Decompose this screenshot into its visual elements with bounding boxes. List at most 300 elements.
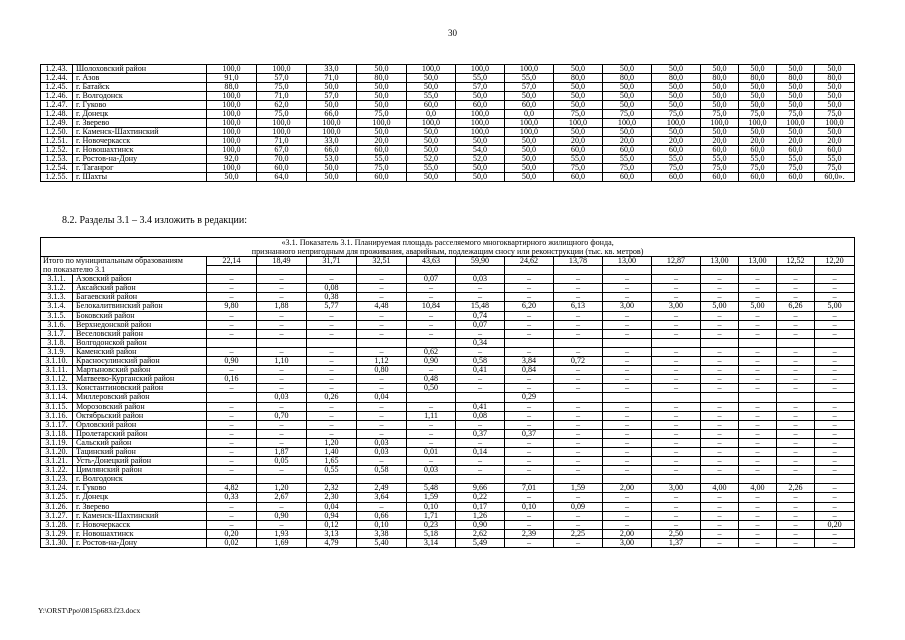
value-cell [739, 475, 777, 484]
value-cell: – [554, 411, 603, 420]
value-cell: 0,03 [257, 393, 307, 402]
value-cell: 75,0 [357, 164, 407, 173]
municipality-name: Орловский район [73, 420, 207, 429]
row-number: 3.1.25. [41, 493, 73, 502]
table-row [41, 438, 855, 447]
value-cell: 50,0 [739, 101, 777, 110]
value-cell [257, 338, 307, 347]
value-cell: – [652, 357, 701, 366]
table-row [41, 128, 855, 137]
value-cell: – [652, 275, 701, 284]
value-cell: 2,26 [777, 484, 815, 493]
municipality-name: г. Волгодонск [73, 475, 207, 484]
value-cell: 100,0 [357, 119, 407, 128]
value-cell: – [603, 347, 652, 356]
value-cell: – [652, 457, 701, 466]
value-cell: – [815, 484, 855, 493]
value-cell: – [505, 275, 554, 284]
table-row [41, 65, 855, 74]
value-cell: – [207, 311, 257, 320]
value-cell: 1,71 [407, 511, 456, 520]
value-cell: – [777, 320, 815, 329]
value-cell: 100,0 [207, 119, 257, 128]
value-cell: 1,87 [257, 447, 307, 456]
table-row [41, 493, 855, 502]
value-cell: 0,05 [257, 457, 307, 466]
table-row [41, 92, 855, 101]
table-row [41, 338, 855, 347]
value-cell [652, 338, 701, 347]
value-cell [603, 475, 652, 484]
value-cell: – [603, 366, 652, 375]
row-number: 3.1.1. [41, 275, 73, 284]
value-cell: 50,0 [701, 128, 739, 137]
value-cell: – [257, 520, 307, 529]
municipality-name: Веселовский район [73, 329, 207, 338]
value-cell: 100,0 [307, 119, 357, 128]
municipality-name: г. Азов [73, 74, 207, 83]
value-cell: 50,0 [603, 83, 652, 92]
value-cell: 50,0 [554, 83, 603, 92]
row-number: 1.2.54. [41, 164, 73, 173]
value-cell: – [652, 411, 701, 420]
value-cell: 50,0 [307, 173, 357, 182]
value-cell: – [307, 366, 357, 375]
value-cell: 60,0 [505, 101, 554, 110]
table-row [41, 83, 855, 92]
value-cell [554, 338, 603, 347]
value-cell: – [652, 511, 701, 520]
value-cell: 20,0 [357, 137, 407, 146]
value-cell: 100,0 [603, 119, 652, 128]
value-cell: – [505, 293, 554, 302]
value-cell: 0,16 [207, 375, 257, 384]
value-cell: – [815, 493, 855, 502]
value-cell: – [652, 402, 701, 411]
value-cell: 50,0 [652, 101, 701, 110]
value-cell: 3,00 [603, 538, 652, 547]
total-value: 31,71 [307, 257, 357, 266]
row-number: 1.2.46. [41, 92, 73, 101]
value-cell: 3,00 [652, 302, 701, 311]
value-cell: – [505, 538, 554, 547]
value-cell: 71,0 [257, 137, 307, 146]
value-cell: – [739, 284, 777, 293]
value-cell [739, 338, 777, 347]
value-cell: 50,0 [777, 128, 815, 137]
value-cell: – [652, 320, 701, 329]
row-number: 3.1.15. [41, 402, 73, 411]
municipality-name: Шолоховский район [73, 65, 207, 74]
value-cell: 100,0 [456, 110, 505, 119]
value-cell: 100,0 [207, 137, 257, 146]
value-cell: – [257, 420, 307, 429]
value-cell: – [505, 384, 554, 393]
value-cell: – [815, 275, 855, 284]
value-cell: – [307, 420, 357, 429]
value-cell: – [815, 347, 855, 356]
value-cell: 0,22 [456, 493, 505, 502]
value-cell: – [207, 284, 257, 293]
value-cell: 80,0 [603, 74, 652, 83]
value-cell: – [207, 275, 257, 284]
value-cell: – [407, 457, 456, 466]
value-cell: – [456, 438, 505, 447]
value-cell: – [554, 457, 603, 466]
value-cell: 0,14 [456, 447, 505, 456]
value-cell [777, 475, 815, 484]
municipality-name: Багаевский район [73, 293, 207, 302]
value-cell: – [777, 384, 815, 393]
value-cell: 60,0 [652, 173, 701, 182]
value-cell: – [257, 402, 307, 411]
value-cell: – [777, 311, 815, 320]
value-cell: – [554, 275, 603, 284]
value-cell: 20,0 [777, 137, 815, 146]
value-cell: 0,02 [207, 538, 257, 547]
section-heading: 8.2. Разделы 3.1 – 3.4 изложить в редакции: [62, 215, 247, 226]
value-cell: 0,08 [307, 284, 357, 293]
value-cell: 55,0 [554, 155, 603, 164]
value-cell: 75,0 [701, 110, 739, 119]
value-cell: – [739, 429, 777, 438]
value-cell: – [307, 311, 357, 320]
table-title-line-1: «3.1. Показатель 3.1. Планируемая площадь расселяемого многоквартирного жилищного фонда, [41, 238, 855, 248]
value-cell: – [701, 320, 739, 329]
municipality-name: Пролетарский район [73, 429, 207, 438]
table-row [41, 502, 855, 511]
total-value: 13,00 [603, 257, 652, 266]
row-number: 3.1.27. [41, 511, 73, 520]
value-cell: 53,0 [307, 155, 357, 164]
value-cell: – [739, 520, 777, 529]
value-cell: 0,10 [505, 502, 554, 511]
value-cell: – [815, 293, 855, 302]
value-cell: 60,0 [257, 164, 307, 173]
value-cell: 75,0 [652, 164, 701, 173]
value-cell: 57,0 [257, 74, 307, 83]
table-row [41, 284, 855, 293]
value-cell: 60,0 [554, 146, 603, 155]
value-cell: – [701, 466, 739, 475]
value-cell: – [739, 347, 777, 356]
value-cell: – [701, 438, 739, 447]
value-cell: 100,0 [407, 65, 456, 74]
value-cell: – [739, 420, 777, 429]
row-number: 1.2.53. [41, 155, 73, 164]
row-number: 3.1.12. [41, 375, 73, 384]
table-row [41, 411, 855, 420]
row-number: 3.1.29. [41, 529, 73, 538]
value-cell: – [739, 447, 777, 456]
value-cell: – [815, 457, 855, 466]
value-cell: – [603, 502, 652, 511]
value-cell: 55,0 [701, 155, 739, 164]
value-cell: 2,39 [505, 529, 554, 538]
value-cell: – [739, 275, 777, 284]
value-cell: – [257, 311, 307, 320]
value-cell: 0,55 [307, 466, 357, 475]
value-cell: 2,67 [257, 493, 307, 502]
value-cell: – [815, 511, 855, 520]
value-cell: – [777, 457, 815, 466]
value-cell: 3,84 [505, 357, 554, 366]
value-cell [207, 338, 257, 347]
value-cell: 6,13 [554, 302, 603, 311]
value-cell: 0,66 [357, 511, 407, 520]
value-cell: 0,58 [456, 357, 505, 366]
value-cell: 50,0 [307, 101, 357, 110]
value-cell: – [407, 293, 456, 302]
value-cell [407, 475, 456, 484]
value-cell: – [257, 284, 307, 293]
value-cell: – [739, 384, 777, 393]
value-cell: – [739, 493, 777, 502]
value-cell: 5,18 [407, 529, 456, 538]
value-cell: – [701, 502, 739, 511]
value-cell: 67,0 [257, 146, 307, 155]
value-cell: – [777, 329, 815, 338]
value-cell: 0,41 [456, 366, 505, 375]
value-cell: – [505, 457, 554, 466]
value-cell: 80,0 [739, 74, 777, 83]
value-cell: – [739, 375, 777, 384]
value-cell: 0,07 [407, 275, 456, 284]
value-cell: 80,0 [652, 74, 701, 83]
value-cell: – [357, 411, 407, 420]
value-cell [357, 338, 407, 347]
value-cell: – [777, 438, 815, 447]
value-cell: 0,03 [357, 438, 407, 447]
value-cell: – [357, 502, 407, 511]
row-number: 1.2.55. [41, 173, 73, 182]
value-cell: 0,10 [357, 520, 407, 529]
value-cell [603, 393, 652, 402]
value-cell: 100,0 [207, 101, 257, 110]
value-cell: – [652, 311, 701, 320]
value-cell: 50,0 [505, 164, 554, 173]
value-cell: – [257, 438, 307, 447]
value-cell: 50,0 [652, 65, 701, 74]
value-cell: – [207, 511, 257, 520]
value-cell: 50,0 [456, 173, 505, 182]
value-cell: – [815, 420, 855, 429]
value-cell: 60,0 [777, 146, 815, 155]
value-cell: – [407, 284, 456, 293]
municipality-name: г. Зверево [73, 502, 207, 511]
municipality-name: Константиновский район [73, 384, 207, 393]
value-cell: 100,0 [257, 65, 307, 74]
value-cell: – [701, 366, 739, 375]
value-cell: – [207, 347, 257, 356]
value-cell: – [739, 529, 777, 538]
value-cell: 100,0 [456, 128, 505, 137]
value-cell: – [554, 420, 603, 429]
row-number: 3.1.30. [41, 538, 73, 547]
value-cell: 0,03 [407, 466, 456, 475]
value-cell: 60,0 [407, 101, 456, 110]
value-cell [554, 475, 603, 484]
value-cell: 50,0 [739, 92, 777, 101]
value-cell: – [357, 384, 407, 393]
value-cell: 0,20 [815, 520, 855, 529]
value-cell: – [701, 329, 739, 338]
value-cell: 57,0 [505, 83, 554, 92]
value-cell: – [777, 357, 815, 366]
value-cell: – [456, 466, 505, 475]
value-cell: – [777, 293, 815, 302]
value-cell: 60,0 [739, 173, 777, 182]
value-cell: 88,0 [207, 83, 257, 92]
value-cell: – [207, 447, 257, 456]
value-cell: 0,03 [357, 447, 407, 456]
value-cell: – [207, 366, 257, 375]
value-cell: 0,58 [357, 466, 407, 475]
value-cell: – [307, 429, 357, 438]
value-cell: 0,17 [456, 502, 505, 511]
value-cell: – [505, 375, 554, 384]
value-cell: – [777, 529, 815, 538]
value-cell: 0,48 [407, 375, 456, 384]
value-cell: – [603, 329, 652, 338]
value-cell: – [307, 347, 357, 356]
value-cell: 6,26 [777, 302, 815, 311]
municipality-name: г. Каменск-Шахтинский [73, 128, 207, 137]
value-cell: 60,0 [739, 146, 777, 155]
value-cell: – [701, 411, 739, 420]
table-row [41, 384, 855, 393]
value-cell: 60,0 [357, 173, 407, 182]
value-cell: 50,0 [357, 65, 407, 74]
row-number: 3.1.11. [41, 366, 73, 375]
value-cell: 50,0 [652, 128, 701, 137]
value-cell: 0,07 [456, 320, 505, 329]
table-title-line-2: признанного непригодным для проживания, аварийным, подлежащим сносу или реконструкции (тыс. кв. метров) [41, 247, 855, 257]
value-cell: – [815, 311, 855, 320]
value-cell: – [815, 438, 855, 447]
value-cell: – [739, 457, 777, 466]
value-cell: – [777, 375, 815, 384]
value-cell: 100,0 [777, 119, 815, 128]
value-cell: 3,00 [652, 484, 701, 493]
municipality-name: г. Гуково [73, 484, 207, 493]
value-cell: 71,0 [257, 92, 307, 101]
table-row [41, 101, 855, 110]
row-number: 1.2.43. [41, 65, 73, 74]
value-cell: 60,0 [701, 173, 739, 182]
row-number: 1.2.47. [41, 101, 73, 110]
value-cell: 66,0 [307, 110, 357, 119]
table-row [41, 375, 855, 384]
row-number: 3.1.6. [41, 320, 73, 329]
value-cell: 20,0 [815, 137, 855, 146]
value-cell: 33,0 [307, 65, 357, 74]
value-cell: 80,0 [701, 74, 739, 83]
value-cell: – [815, 447, 855, 456]
value-cell: – [739, 357, 777, 366]
row-number: 3.1.23. [41, 475, 73, 484]
value-cell: 50,0 [701, 83, 739, 92]
value-cell: 100,0 [207, 110, 257, 119]
municipality-name: Белокалитвинский район [73, 302, 207, 311]
value-cell: – [307, 411, 357, 420]
value-cell: 52,0 [456, 155, 505, 164]
value-cell: 0,10 [407, 502, 456, 511]
municipality-name: Мартыновский район [73, 366, 207, 375]
value-cell: – [257, 366, 307, 375]
value-cell: 4,00 [739, 484, 777, 493]
row-number: 3.1.19. [41, 438, 73, 447]
municipality-name: г. Каменск-Шахтинский [73, 511, 207, 520]
value-cell: 2,49 [357, 484, 407, 493]
value-cell: – [603, 402, 652, 411]
value-cell: 50,0 [815, 83, 855, 92]
value-cell: – [207, 420, 257, 429]
value-cell: – [554, 384, 603, 393]
value-cell: – [652, 366, 701, 375]
value-cell: – [701, 493, 739, 502]
value-cell: 55,0 [815, 155, 855, 164]
value-cell [407, 393, 456, 402]
value-cell: – [357, 284, 407, 293]
municipality-name: Аксайский район [73, 284, 207, 293]
value-cell: 4,79 [307, 538, 357, 547]
value-cell: – [815, 502, 855, 511]
value-cell: 50,0 [603, 101, 652, 110]
value-cell: 57,0 [456, 83, 505, 92]
value-cell: 2,50 [652, 529, 701, 538]
value-cell: 1,37 [652, 538, 701, 547]
value-cell: 62,0 [257, 101, 307, 110]
value-cell: – [603, 357, 652, 366]
value-cell: – [739, 466, 777, 475]
value-cell: 0,37 [456, 429, 505, 438]
value-cell [207, 393, 257, 402]
value-cell: 0,37 [505, 429, 554, 438]
value-cell: – [652, 384, 701, 393]
value-cell: – [777, 466, 815, 475]
value-cell: – [701, 429, 739, 438]
total-value: 13,00 [701, 257, 739, 266]
value-cell: 1,59 [407, 493, 456, 502]
value-cell: – [701, 402, 739, 411]
value-cell: 20,0 [701, 137, 739, 146]
value-cell: – [739, 502, 777, 511]
value-cell: 0,04 [307, 502, 357, 511]
value-cell: – [701, 275, 739, 284]
row-number: 3.1.4. [41, 302, 73, 311]
table-row [41, 155, 855, 164]
value-cell: 4,48 [357, 302, 407, 311]
value-cell: 0,04 [357, 393, 407, 402]
value-cell: – [257, 275, 307, 284]
row-number: 3.1.8. [41, 338, 73, 347]
value-cell: 0,38 [307, 293, 357, 302]
municipality-name: г. Батайск [73, 83, 207, 92]
municipality-name: г. Донецк [73, 493, 207, 502]
value-cell: 100,0 [207, 146, 257, 155]
value-cell: 100,0 [307, 128, 357, 137]
municipality-name: г. Ростов-на-Дону [73, 155, 207, 164]
value-cell: – [357, 375, 407, 384]
municipality-name: Тацинский район [73, 447, 207, 456]
value-cell: – [815, 357, 855, 366]
table-row [41, 329, 855, 338]
row-number: 3.1.10. [41, 357, 73, 366]
value-cell: – [357, 320, 407, 329]
value-cell: – [739, 411, 777, 420]
value-cell: 0,12 [307, 520, 357, 529]
